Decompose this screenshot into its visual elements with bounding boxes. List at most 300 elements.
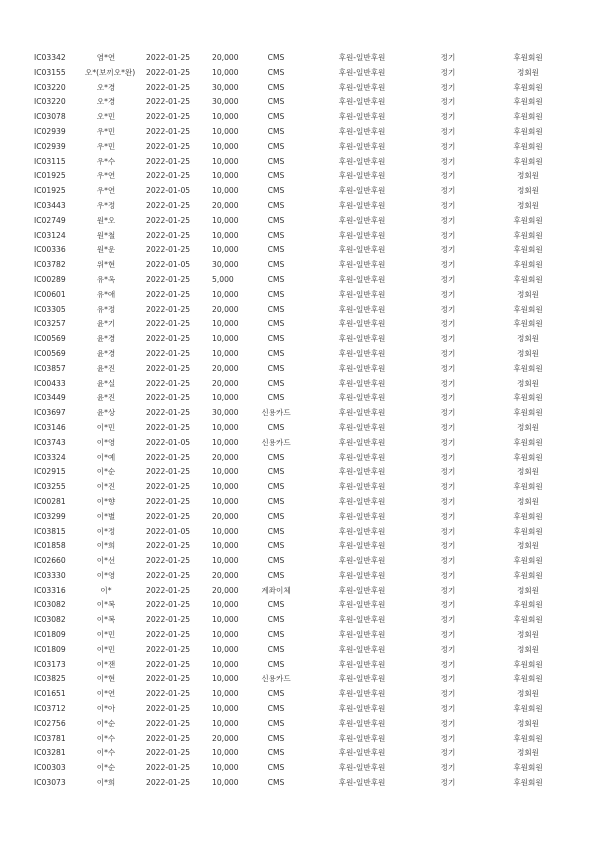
table-row (0, 672, 600, 687)
member-type-cell: 후원회원 (513, 733, 543, 743)
payment-method-cell: CMS (267, 245, 285, 255)
member-name-cell: 윤*진 (96, 393, 116, 403)
payment-method-cell: CMS (267, 496, 285, 506)
donation-type-cell: 후원-일반후원 (338, 452, 386, 462)
donation-type-cell: 후원-일반후원 (338, 260, 386, 270)
payment-date-cell: 2022-01-25 (146, 363, 191, 373)
payment-date-cell: 2022-01-25 (146, 156, 191, 166)
payment-method-cell: CMS (267, 97, 285, 107)
member-type-cell: 정회원 (516, 496, 539, 506)
payment-date-cell: 2022-01-05 (146, 526, 191, 536)
member-type-cell: 후원회원 (513, 82, 543, 92)
member-id-cell: IC00281 (34, 496, 66, 506)
payment-date-cell: 2022-01-25 (146, 615, 191, 625)
member-id-cell: IC03324 (34, 452, 66, 462)
member-id-cell: IC01925 (34, 186, 66, 196)
payment-method-cell: CMS (267, 556, 285, 566)
frequency-cell: 정기 (440, 260, 456, 270)
donation-type-cell: 후원-일반후원 (338, 644, 386, 654)
table-row (0, 347, 600, 362)
member-type-cell: 후원회원 (513, 112, 543, 122)
frequency-cell: 정기 (440, 467, 456, 477)
amount-cell: 10,000 (212, 215, 239, 225)
table-row (0, 258, 600, 273)
payment-date-cell: 2022-01-05 (146, 437, 191, 447)
member-id-cell: IC01925 (34, 171, 66, 181)
amount-cell: 30,000 (212, 260, 239, 270)
amount-cell: 30,000 (212, 82, 239, 92)
member-id-cell: IC01809 (34, 630, 66, 640)
table-row (0, 598, 600, 613)
member-name-cell: 우*연 (96, 186, 116, 196)
frequency-cell: 정기 (440, 526, 456, 536)
payment-method-cell: CMS (267, 67, 285, 77)
donation-type-cell: 후원-일반후원 (338, 585, 386, 595)
payment-date-cell: 2022-01-25 (146, 600, 191, 610)
member-name-cell: 윤*실 (96, 378, 116, 388)
amount-cell: 10,000 (212, 141, 239, 151)
table-row (0, 554, 600, 569)
member-name-cell: 이*현 (96, 674, 116, 684)
member-type-cell: 정회원 (516, 718, 539, 728)
donation-type-cell: 후원-일반후원 (338, 230, 386, 240)
payment-method-cell: CMS (267, 763, 285, 773)
payment-date-cell: 2022-01-25 (146, 393, 191, 403)
payment-date-cell: 2022-01-25 (146, 674, 191, 684)
member-type-cell: 정회원 (516, 348, 539, 358)
table-row (0, 332, 600, 347)
payment-method-cell: CMS (267, 304, 285, 314)
frequency-cell: 정기 (440, 704, 456, 714)
member-id-cell: IC03330 (34, 570, 66, 580)
table-row (0, 746, 600, 761)
amount-cell: 10,000 (212, 67, 239, 77)
member-type-cell: 정회원 (516, 541, 539, 551)
frequency-cell: 정기 (440, 348, 456, 358)
frequency-cell: 정기 (440, 171, 456, 181)
table-row (0, 155, 600, 170)
payment-method-cell: CMS (267, 112, 285, 122)
amount-cell: 20,000 (212, 53, 239, 62)
member-id-cell: IC03781 (34, 733, 66, 743)
member-name-cell: 이*희 (96, 778, 116, 788)
donation-type-cell: 후원-일반후원 (338, 615, 386, 625)
member-type-cell: 후원회원 (513, 615, 543, 625)
donation-type-cell: 후원-일반후원 (338, 526, 386, 536)
donation-type-cell: 후원-일반후원 (338, 245, 386, 255)
member-type-cell: 후원회원 (513, 53, 543, 62)
member-type-cell: 후원회원 (513, 704, 543, 714)
frequency-cell: 정기 (440, 200, 456, 210)
table-row (0, 229, 600, 244)
payment-date-cell: 2022-01-25 (146, 704, 191, 714)
donation-type-cell: 후원-일반후원 (338, 570, 386, 580)
amount-cell: 10,000 (212, 718, 239, 728)
member-id-cell: IC02756 (34, 718, 66, 728)
amount-cell: 20,000 (212, 378, 239, 388)
payment-date-cell: 2022-01-25 (146, 112, 191, 122)
table-row (0, 51, 600, 66)
frequency-cell: 정기 (440, 644, 456, 654)
member-id-cell: IC02939 (34, 126, 66, 136)
member-name-cell: 이*수 (96, 748, 116, 758)
amount-cell: 20,000 (212, 363, 239, 373)
table-row (0, 495, 600, 510)
member-id-cell: IC03146 (34, 422, 66, 432)
member-name-cell: 우*민 (96, 126, 116, 136)
frequency-cell: 정기 (440, 186, 456, 196)
payment-date-cell: 2022-01-25 (146, 763, 191, 773)
member-id-cell: IC03073 (34, 778, 66, 788)
table-row (0, 140, 600, 155)
donation-type-cell: 후원-일반후원 (338, 215, 386, 225)
member-id-cell: IC03155 (34, 67, 66, 77)
amount-cell: 20,000 (212, 304, 239, 314)
donation-type-cell: 후원-일반후원 (338, 112, 386, 122)
amount-cell: 10,000 (212, 600, 239, 610)
frequency-cell: 정기 (440, 141, 456, 151)
member-id-cell: IC03220 (34, 97, 66, 107)
donation-type-cell: 후원-일반후원 (338, 541, 386, 551)
table-row (0, 717, 600, 732)
payment-method-cell: 신용카드 (261, 674, 291, 684)
donation-type-cell: 후원-일반후원 (338, 334, 386, 344)
payment-date-cell: 2022-01-25 (146, 67, 191, 77)
amount-cell: 10,000 (212, 186, 239, 196)
table-row (0, 569, 600, 584)
payment-date-cell: 2022-01-25 (146, 348, 191, 358)
donation-type-cell: 후원-일반후원 (338, 718, 386, 728)
payment-date-cell: 2022-01-25 (146, 689, 191, 699)
member-id-cell: IC01651 (34, 689, 66, 699)
table-row (0, 643, 600, 658)
member-type-cell: 후원회원 (513, 126, 543, 136)
frequency-cell: 정기 (440, 97, 456, 107)
payment-method-cell: CMS (267, 718, 285, 728)
table-row (0, 391, 600, 406)
payment-method-cell: CMS (267, 393, 285, 403)
table-row (0, 95, 600, 110)
payment-date-cell: 2022-01-25 (146, 644, 191, 654)
member-type-cell: 후원회원 (513, 141, 543, 151)
frequency-cell: 정기 (440, 67, 456, 77)
member-name-cell: 이*향 (96, 496, 116, 506)
donation-type-cell: 후원-일반후원 (338, 496, 386, 506)
payment-method-cell: CMS (267, 260, 285, 270)
payment-method-cell: 신용카드 (261, 408, 291, 418)
donation-type-cell: 후원-일반후원 (338, 630, 386, 640)
member-name-cell: 윤*경 (96, 348, 116, 358)
payment-method-cell: CMS (267, 82, 285, 92)
member-name-cell: 원*운 (96, 245, 116, 255)
donation-type-cell: 후원-일반후원 (338, 82, 386, 92)
member-name-cell: 위*현 (96, 260, 116, 270)
frequency-cell: 정기 (440, 452, 456, 462)
member-type-cell: 정회원 (516, 200, 539, 210)
table-row (0, 451, 600, 466)
donation-type-cell: 후원-일반후원 (338, 422, 386, 432)
member-type-cell: 정회원 (516, 467, 539, 477)
frequency-cell: 정기 (440, 274, 456, 284)
payment-date-cell: 2022-01-25 (146, 82, 191, 92)
donation-type-cell: 후원-일반후원 (338, 378, 386, 388)
donation-type-cell: 후원-일반후원 (338, 274, 386, 284)
frequency-cell: 정기 (440, 126, 456, 136)
payment-method-cell: CMS (267, 630, 285, 640)
frequency-cell: 정기 (440, 496, 456, 506)
payment-date-cell: 2022-01-25 (146, 511, 191, 521)
donation-type-cell: 후원-일반후원 (338, 97, 386, 107)
donation-type-cell: 후원-일반후원 (338, 674, 386, 684)
table-row (0, 317, 600, 332)
table-row (0, 214, 600, 229)
member-type-cell: 정회원 (516, 630, 539, 640)
donation-type-cell: 후원-일반후원 (338, 319, 386, 329)
payment-method-cell: CMS (267, 363, 285, 373)
member-name-cell: 이*선 (96, 556, 116, 566)
payment-date-cell: 2022-01-25 (146, 482, 191, 492)
donation-type-cell: 후원-일반후원 (338, 482, 386, 492)
amount-cell: 10,000 (212, 556, 239, 566)
donation-type-cell: 후원-일반후원 (338, 556, 386, 566)
donation-type-cell: 후원-일반후원 (338, 467, 386, 477)
donation-type-cell: 후원-일반후원 (338, 348, 386, 358)
amount-cell: 10,000 (212, 393, 239, 403)
donation-type-cell: 후원-일반후원 (338, 659, 386, 669)
donation-type-cell: 후원-일반후원 (338, 304, 386, 314)
member-name-cell: 이*순 (96, 718, 116, 728)
frequency-cell: 정기 (440, 615, 456, 625)
donation-type-cell: 후원-일반후원 (338, 363, 386, 373)
member-id-cell: IC03342 (34, 53, 66, 62)
member-id-cell: IC02660 (34, 556, 66, 566)
payment-method-cell: CMS (267, 289, 285, 299)
member-type-cell: 후원회원 (513, 452, 543, 462)
member-type-cell: 후원회원 (513, 260, 543, 270)
member-id-cell: IC00569 (34, 348, 66, 358)
member-type-cell: 후원회원 (513, 674, 543, 684)
member-type-cell: 후원회원 (513, 437, 543, 447)
amount-cell: 10,000 (212, 467, 239, 477)
payment-method-cell: CMS (267, 748, 285, 758)
payment-date-cell: 2022-01-25 (146, 496, 191, 506)
amount-cell: 30,000 (212, 408, 239, 418)
member-id-cell: IC03697 (34, 408, 66, 418)
donation-type-cell: 후원-일반후원 (338, 126, 386, 136)
table-row (0, 628, 600, 643)
table-row (0, 110, 600, 125)
table-row (0, 184, 600, 199)
amount-cell: 10,000 (212, 704, 239, 714)
member-name-cell: 이*정 (96, 526, 116, 536)
donation-type-cell: 후원-일반후원 (338, 67, 386, 77)
table-row (0, 377, 600, 392)
member-type-cell: 후원회원 (513, 363, 543, 373)
member-name-cell: 이*연 (96, 689, 116, 699)
member-type-cell: 정회원 (516, 378, 539, 388)
amount-cell: 30,000 (212, 97, 239, 107)
donation-type-cell: 후원-일반후원 (338, 748, 386, 758)
member-id-cell: IC00303 (34, 763, 66, 773)
payment-date-cell: 2022-01-25 (146, 778, 191, 788)
member-id-cell: IC03078 (34, 112, 66, 122)
member-id-cell: IC03082 (34, 615, 66, 625)
donation-type-cell: 후원-일반후원 (338, 704, 386, 714)
table-row (0, 199, 600, 214)
frequency-cell: 정기 (440, 674, 456, 684)
frequency-cell: 정기 (440, 363, 456, 373)
amount-cell: 10,000 (212, 674, 239, 684)
frequency-cell: 정기 (440, 556, 456, 566)
frequency-cell: 정기 (440, 630, 456, 640)
member-type-cell: 후원회원 (513, 526, 543, 536)
member-type-cell: 후원회원 (513, 556, 543, 566)
member-name-cell: 염*연 (96, 53, 116, 62)
frequency-cell: 정기 (440, 585, 456, 595)
member-type-cell: 정회원 (516, 689, 539, 699)
member-id-cell: IC03825 (34, 674, 66, 684)
payment-date-cell: 2022-01-25 (146, 53, 191, 62)
member-id-cell: IC03257 (34, 319, 66, 329)
donation-type-cell: 후원-일반후원 (338, 763, 386, 773)
payment-method-cell: CMS (267, 644, 285, 654)
amount-cell: 10,000 (212, 615, 239, 625)
member-name-cell: 이*순 (96, 467, 116, 477)
amount-cell: 10,000 (212, 748, 239, 758)
member-id-cell: IC03316 (34, 585, 66, 595)
amount-cell: 10,000 (212, 319, 239, 329)
frequency-cell: 정기 (440, 541, 456, 551)
payment-date-cell: 2022-01-25 (146, 245, 191, 255)
amount-cell: 20,000 (212, 452, 239, 462)
payment-method-cell: 신용카드 (261, 437, 291, 447)
member-type-cell: 정회원 (516, 644, 539, 654)
member-name-cell: 이*아 (96, 704, 116, 714)
payment-method-cell: CMS (267, 482, 285, 492)
amount-cell: 10,000 (212, 126, 239, 136)
table-row (0, 510, 600, 525)
member-id-cell: IC03782 (34, 260, 66, 270)
payment-date-cell: 2022-01-25 (146, 541, 191, 551)
payment-method-cell: CMS (267, 659, 285, 669)
donation-type-cell: 후원-일반후원 (338, 511, 386, 521)
member-type-cell: 후원회원 (513, 156, 543, 166)
payment-method-cell: CMS (267, 274, 285, 284)
donation-type-cell: 후원-일반후원 (338, 408, 386, 418)
amount-cell: 10,000 (212, 482, 239, 492)
member-type-cell: 후원회원 (513, 393, 543, 403)
member-id-cell: IC02749 (34, 215, 66, 225)
payment-date-cell: 2022-01-25 (146, 141, 191, 151)
member-id-cell: IC03743 (34, 437, 66, 447)
member-name-cell: 유*옥 (96, 274, 116, 284)
member-name-cell: 오*(보끼오*완) (85, 67, 136, 77)
payment-method-cell: CMS (267, 156, 285, 166)
member-name-cell: 이*복 (96, 615, 116, 625)
member-type-cell: 후원회원 (513, 570, 543, 580)
payment-method-cell: CMS (267, 615, 285, 625)
payment-method-cell: CMS (267, 689, 285, 699)
member-type-cell: 후원회원 (513, 97, 543, 107)
table-row (0, 421, 600, 436)
donation-type-cell: 후원-일반후원 (338, 156, 386, 166)
amount-cell: 20,000 (212, 570, 239, 580)
member-id-cell: IC03220 (34, 82, 66, 92)
payment-date-cell: 2022-01-25 (146, 319, 191, 329)
payment-date-cell: 2022-01-25 (146, 556, 191, 566)
frequency-cell: 정기 (440, 511, 456, 521)
frequency-cell: 정기 (440, 408, 456, 418)
payment-date-cell: 2022-01-25 (146, 408, 191, 418)
donation-type-cell: 후원-일반후원 (338, 186, 386, 196)
donation-type-cell: 후원-일반후원 (338, 53, 386, 62)
member-type-cell: 후원회원 (513, 482, 543, 492)
payment-date-cell: 2022-01-25 (146, 215, 191, 225)
member-type-cell: 정회원 (516, 334, 539, 344)
member-id-cell: IC03082 (34, 600, 66, 610)
member-type-cell: 후원회원 (513, 659, 543, 669)
member-name-cell: 우*연 (96, 171, 116, 181)
table-row (0, 169, 600, 184)
table-row (0, 406, 600, 421)
member-type-cell: 후원회원 (513, 245, 543, 255)
donation-type-cell: 후원-일반후원 (338, 778, 386, 788)
payment-method-cell: CMS (267, 126, 285, 136)
payment-date-cell: 2022-01-25 (146, 126, 191, 136)
member-name-cell: 이*복 (96, 600, 116, 610)
member-type-cell: 후원회원 (513, 230, 543, 240)
payment-date-cell: 2022-01-25 (146, 422, 191, 432)
member-id-cell: IC03443 (34, 200, 66, 210)
payment-date-cell: 2022-01-25 (146, 630, 191, 640)
member-type-cell: 정회원 (516, 186, 539, 196)
member-type-cell: 후원회원 (513, 600, 543, 610)
payment-date-cell: 2022-01-25 (146, 467, 191, 477)
payment-method-cell: CMS (267, 319, 285, 329)
table-row (0, 125, 600, 140)
member-id-cell: IC03305 (34, 304, 66, 314)
member-name-cell: 이*예 (96, 452, 116, 462)
donation-type-cell: 후원-일반후원 (338, 600, 386, 610)
donation-type-cell: 후원-일반후원 (338, 200, 386, 210)
member-name-cell: 유*애 (96, 289, 116, 299)
amount-cell: 10,000 (212, 348, 239, 358)
payment-method-cell: CMS (267, 600, 285, 610)
payment-date-cell: 2022-01-25 (146, 230, 191, 240)
amount-cell: 10,000 (212, 334, 239, 344)
table-row (0, 273, 600, 288)
amount-cell: 20,000 (212, 511, 239, 521)
payment-date-cell: 2022-01-25 (146, 97, 191, 107)
payment-method-cell: CMS (267, 422, 285, 432)
frequency-cell: 정기 (440, 230, 456, 240)
payment-method-cell: CMS (267, 348, 285, 358)
member-name-cell: 원*철 (96, 230, 116, 240)
member-id-cell: IC00289 (34, 274, 66, 284)
table-row (0, 436, 600, 451)
member-type-cell: 후원회원 (513, 408, 543, 418)
member-id-cell: IC03281 (34, 748, 66, 758)
amount-cell: 10,000 (212, 763, 239, 773)
amount-cell: 10,000 (212, 496, 239, 506)
donation-type-cell: 후원-일반후원 (338, 437, 386, 447)
table-row (0, 658, 600, 673)
amount-cell: 10,000 (212, 644, 239, 654)
member-id-cell: IC02915 (34, 467, 66, 477)
payment-method-cell: CMS (267, 511, 285, 521)
member-name-cell: 원*오 (96, 215, 116, 225)
member-id-cell: IC03255 (34, 482, 66, 492)
